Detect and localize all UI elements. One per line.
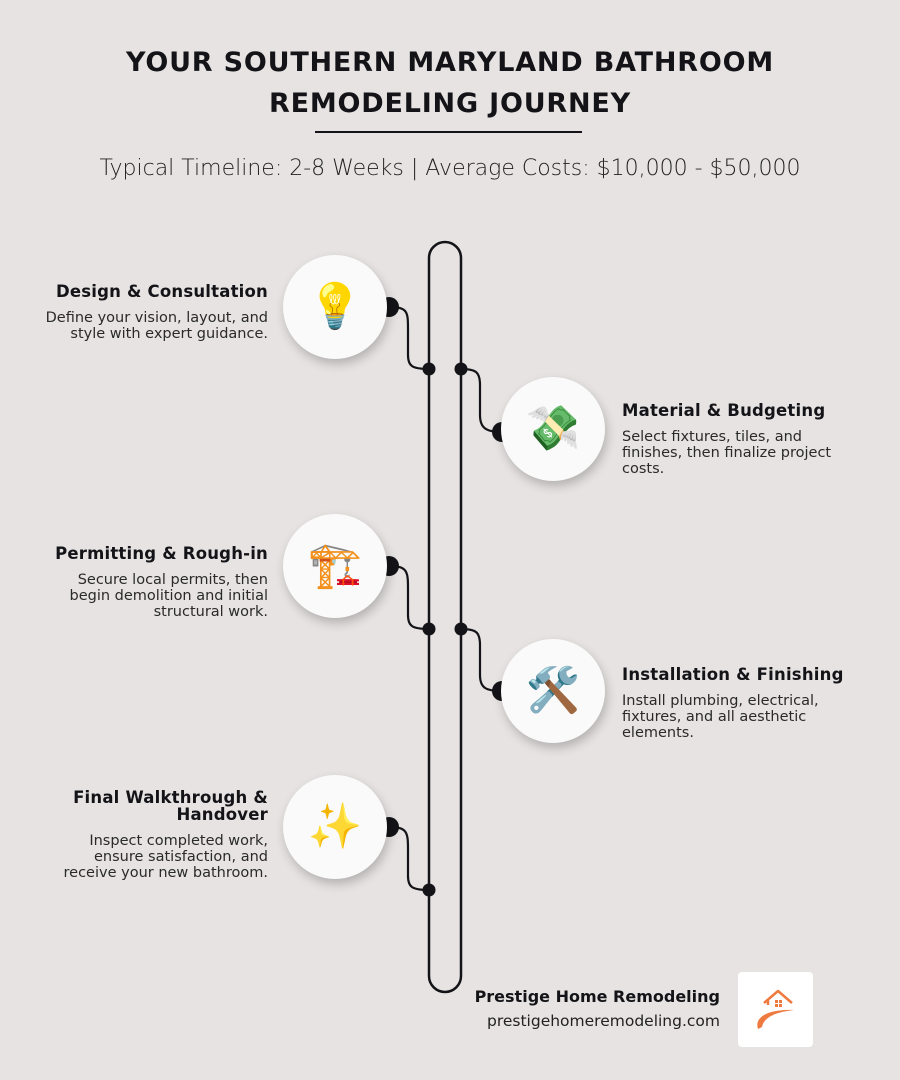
step-description: Secure local permits, then begin demolition and initial structural work. [69,572,268,620]
timeline-track [429,242,461,992]
step-description: Install plumbing, electrical, fixtures, and all aesthetic elements. [622,693,819,741]
step-title: Permitting & Rough-in [55,544,268,563]
step-description: Inspect completed work, ensure satisfaction, and receive your new bathroom. [63,833,268,881]
step-description: Define your vision, layout, and style with expert guidance. [45,310,268,342]
title-line-2: REMODELING JOURNEY [268,88,632,119]
step-title: Installation & Finishing [622,665,844,684]
step-installation-finishing [622,666,852,741]
house-logo-icon [746,983,806,1037]
title-line-1: YOUR SOUTHERN MARYLAND BATHROOM [125,47,775,78]
step-permitting-rough-in [38,545,268,620]
step-material-budgeting [622,402,844,477]
step-title: Design & Consultation [55,282,268,301]
company-website-link[interactable]: prestigehomeremodeling.com [486,1012,720,1030]
step-description: Select fixtures, tiles, and finishes, then finalize project costs. [622,429,832,477]
step-final-walkthrough [38,789,268,881]
lightbulb-icon: 💡 [283,255,387,359]
step-title: Final Walkthrough & Handover [73,788,268,824]
step-title: Material & Budgeting [622,401,826,420]
step-design-consultation [38,283,268,342]
subtitle: Typical Timeline: 2-8 Weeks | Average Costs: $10,000 - $50,000 [99,156,801,181]
company-logo [738,972,813,1047]
hammer-and-wrench-icon: 🛠️ [501,639,605,743]
crane-icon: 🏗️ [283,514,387,618]
company-name: Prestige Home Remodeling [474,987,720,1006]
sparkles-icon: ✨ [283,775,387,879]
money-with-wings-icon: 💸 [501,377,605,481]
